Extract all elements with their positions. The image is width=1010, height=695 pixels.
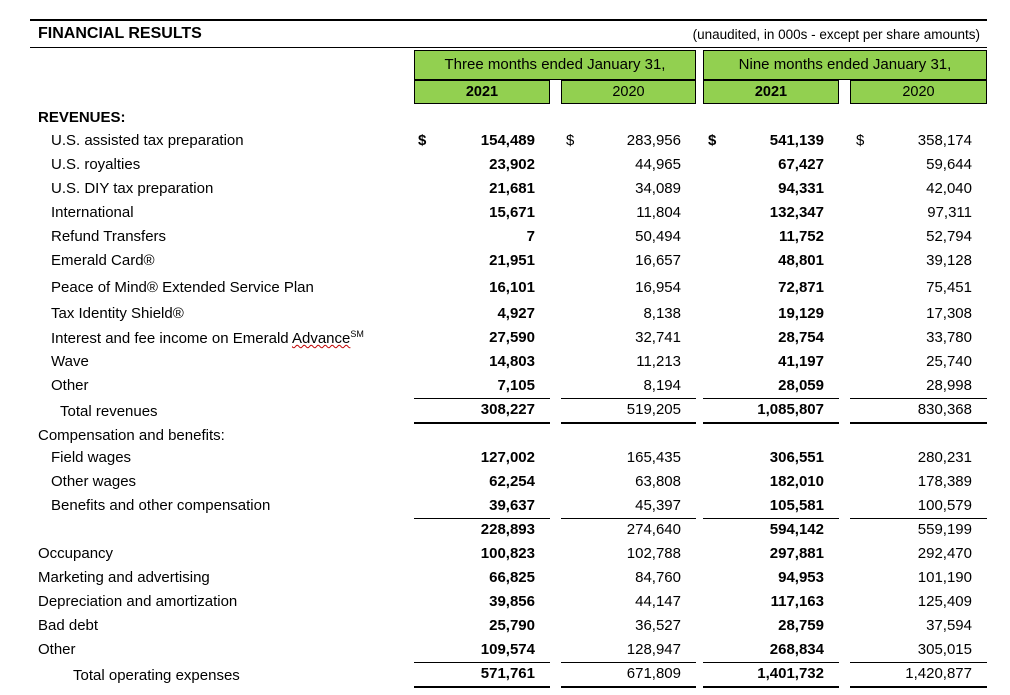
cell-value: 28,759	[778, 617, 824, 634]
cell-value: 182,010	[769, 473, 824, 490]
row-label: Depreciation and amortization	[38, 593, 238, 610]
cell-value: 21,951	[489, 252, 535, 269]
cell-value: 100,579	[917, 497, 972, 514]
table-row	[0, 132, 1, 133]
subtotal-rule	[850, 518, 987, 519]
cell-value: 32,741	[635, 329, 681, 346]
row-label: Refund Transfers	[51, 228, 167, 245]
cell-value: 33,780	[926, 329, 972, 346]
row-label: International	[51, 204, 134, 221]
cell-value: 102,788	[626, 545, 681, 562]
cell-value: 117,163	[770, 593, 824, 610]
total-double-rule	[850, 422, 987, 424]
row-label: Wave	[51, 353, 89, 370]
row-label: Other wages	[51, 473, 137, 490]
cell-value: 305,015	[917, 641, 972, 658]
group-header-three-months: Three months ended January 31,	[414, 50, 696, 80]
cell-value: 306,551	[769, 449, 824, 466]
cell-value: 1,085,807	[757, 401, 824, 418]
subtotal-rule	[703, 518, 839, 519]
cell-value: 44,965	[635, 156, 681, 173]
cell-value: 28,059	[778, 377, 824, 394]
cell-value: 45,397	[635, 497, 681, 514]
cell-value: 39,128	[926, 252, 972, 269]
cell-value: 25,790	[489, 617, 535, 634]
table-row	[0, 180, 1, 181]
header-rule	[30, 47, 987, 48]
cell-value: 66,825	[489, 569, 535, 586]
cell-value: 109,574	[480, 641, 535, 658]
cell-value: 44,147	[635, 593, 681, 610]
cell-value: 125,409	[917, 593, 972, 610]
row-label: Field wages	[51, 449, 132, 466]
cell-value: 52,794	[926, 228, 972, 245]
total-double-rule	[850, 686, 987, 688]
table-row	[0, 252, 1, 253]
year-header-9m-2020: 2020	[850, 80, 987, 104]
cell-value: 297,881	[769, 545, 824, 562]
subtotal-rule	[561, 518, 696, 519]
cell-value: 11,804	[636, 204, 681, 221]
subtotal-rule	[414, 518, 550, 519]
table-row	[0, 353, 1, 354]
cell-value: 283,956	[626, 132, 681, 149]
row-label-spellcheck-word: Advance	[291, 330, 351, 347]
cell-value: 21,681	[489, 180, 535, 197]
cell-value: 16,101	[489, 279, 535, 296]
row-label: U.S. royalties	[51, 156, 141, 173]
cell-value: 100,823	[480, 545, 535, 562]
total-double-rule	[703, 422, 839, 424]
subtotal-rule	[561, 398, 696, 399]
cell-value: 292,470	[917, 545, 972, 562]
row-label: Other	[38, 641, 76, 658]
subtotal-rule	[414, 662, 550, 663]
page-title: FINANCIAL RESULTS	[38, 25, 202, 42]
cell-value: 19,129	[778, 305, 824, 322]
cell-value: 15,671	[489, 204, 535, 221]
currency-symbol: $	[418, 132, 427, 149]
cell-value: 8,138	[643, 305, 681, 322]
cell-value: 28,754	[778, 329, 824, 346]
cell-value: 28,998	[926, 377, 972, 394]
cell-value: 559,199	[917, 521, 972, 538]
row-label: Occupancy	[38, 545, 114, 562]
cell-value: 14,803	[489, 353, 535, 370]
cell-value: 16,954	[635, 279, 681, 296]
cell-value: 165,435	[626, 449, 681, 466]
cell-value: 37,594	[926, 617, 972, 634]
row-label: U.S. DIY tax preparation	[51, 180, 214, 197]
units-note: (unaudited, in 000s - except per share amounts)	[692, 27, 980, 42]
total-double-rule	[414, 686, 550, 688]
cell-value: 62,254	[489, 473, 535, 490]
service-mark-superscript: SM	[350, 329, 364, 339]
currency-symbol: $	[708, 132, 717, 149]
cell-value: 178,389	[917, 473, 972, 490]
top-rule	[30, 19, 987, 21]
table-row	[0, 305, 1, 306]
cell-value: 268,834	[769, 641, 824, 658]
cell-value: 41,197	[778, 353, 824, 370]
total-double-rule	[703, 686, 839, 688]
row-label: U.S. assisted tax preparation	[51, 132, 244, 149]
row-label	[51, 329, 364, 347]
row-label: Emerald Card®	[51, 252, 155, 269]
cell-value: 7,105	[497, 377, 535, 394]
cell-value: 274,640	[626, 521, 681, 538]
cell-value: 36,527	[635, 617, 681, 634]
subtotal-rule	[561, 662, 696, 663]
cell-value: 94,331	[778, 180, 824, 197]
cell-value: 228,893	[480, 521, 535, 538]
cell-value: 39,856	[489, 593, 535, 610]
cell-value: 97,311	[927, 204, 972, 221]
section-heading-revenues: REVENUES:	[38, 109, 126, 126]
cell-value: 308,227	[480, 401, 535, 418]
currency-symbol: $	[566, 132, 575, 149]
cell-value: 23,902	[489, 156, 535, 173]
cell-value: 1,401,732	[757, 665, 824, 682]
cell-value: 34,089	[635, 180, 681, 197]
row-label-text: Interest and fee income on Emerald	[51, 330, 292, 347]
cell-value: 105,581	[769, 497, 824, 514]
currency-symbol: $	[856, 132, 865, 149]
cell-value: 75,451	[926, 279, 972, 296]
cell-value: 72,871	[778, 279, 824, 296]
cell-value: 42,040	[926, 180, 972, 197]
row-label: Tax Identity Shield®	[51, 305, 184, 322]
row-label: Marketing and advertising	[38, 569, 210, 586]
row-label: Benefits and other compensation	[51, 497, 271, 514]
cell-value: 128,947	[626, 641, 681, 658]
total-double-rule	[561, 686, 696, 688]
year-header-9m-2021: 2021	[703, 80, 839, 104]
row-label-total-operating-expenses: Total operating expenses	[73, 667, 240, 684]
subtotal-rule	[850, 398, 987, 399]
cell-value: 25,740	[926, 353, 972, 370]
cell-value: 1,420,877	[905, 665, 972, 682]
cell-value: 17,308	[926, 305, 972, 322]
subtotal-rule	[703, 398, 839, 399]
cell-value: 11,752	[778, 228, 824, 245]
table-row	[0, 377, 1, 378]
total-double-rule	[414, 422, 550, 424]
cell-value: 94,953	[778, 569, 824, 586]
table-row	[0, 329, 1, 330]
total-double-rule	[561, 422, 696, 424]
cell-value: 11,213	[636, 353, 681, 370]
table-row	[0, 228, 1, 229]
cell-value: 48,801	[778, 252, 824, 269]
cell-value: 50,494	[635, 228, 681, 245]
cell-value: 101,190	[917, 569, 972, 586]
cell-value: 358,174	[917, 132, 972, 149]
cell-value: 280,231	[917, 449, 972, 466]
cell-value: 84,760	[635, 569, 681, 586]
cell-value: 16,657	[635, 252, 681, 269]
cell-value: 67,427	[778, 156, 824, 173]
cell-value: 541,139	[769, 132, 824, 149]
row-label: Other	[51, 377, 89, 394]
section-heading-compensation: Compensation and benefits:	[38, 427, 225, 444]
row-label: Bad debt	[38, 617, 99, 634]
cell-value: 127,002	[480, 449, 535, 466]
year-header-3m-2021: 2021	[414, 80, 550, 104]
cell-value: 132,347	[769, 204, 824, 221]
subtotal-rule	[414, 398, 550, 399]
table-row	[0, 204, 1, 205]
cell-value: 59,644	[926, 156, 972, 173]
cell-value: 63,808	[635, 473, 681, 490]
cell-value: 4,927	[497, 305, 535, 322]
cell-value: 671,809	[626, 665, 681, 682]
row-label-total-revenues: Total revenues	[60, 403, 158, 420]
cell-value: 154,489	[480, 132, 535, 149]
cell-value: 7	[526, 228, 535, 245]
table-row	[0, 156, 1, 157]
cell-value: 8,194	[643, 377, 681, 394]
cell-value: 27,590	[489, 329, 535, 346]
cell-value: 39,637	[489, 497, 535, 514]
row-label: Peace of Mind® Extended Service Plan	[51, 279, 314, 296]
year-header-3m-2020: 2020	[561, 80, 696, 104]
table-row	[0, 279, 1, 280]
subtotal-rule	[850, 662, 987, 663]
cell-value: 830,368	[917, 401, 972, 418]
subtotal-rule	[703, 662, 839, 663]
cell-value: 519,205	[626, 401, 681, 418]
group-header-nine-months: Nine months ended January 31,	[703, 50, 987, 80]
cell-value: 571,761	[480, 665, 535, 682]
cell-value: 594,142	[769, 521, 824, 538]
